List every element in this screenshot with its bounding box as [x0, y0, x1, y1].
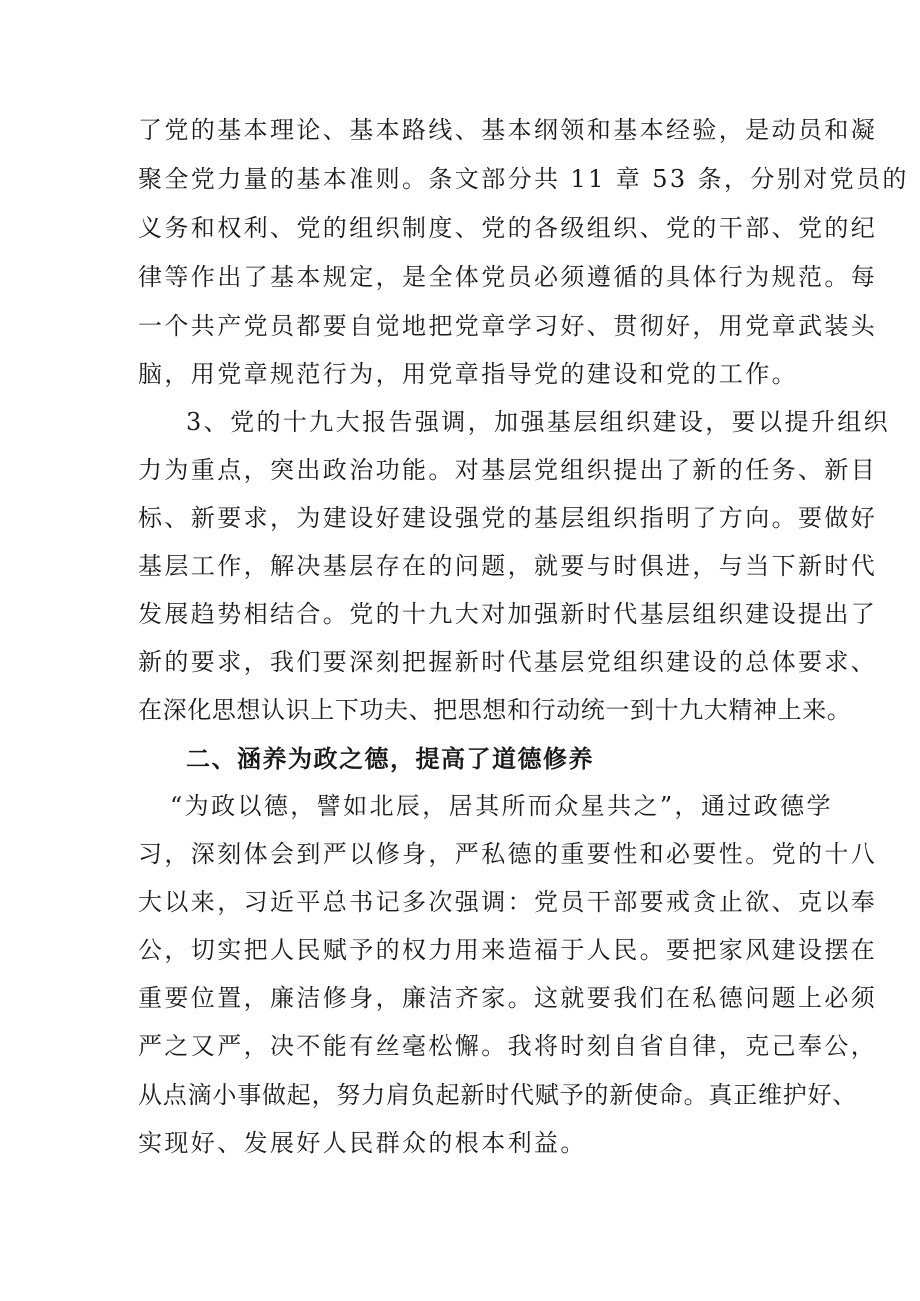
paragraph-3-line-8: 实现好、发展好人民群众的根本利益。 — [138, 1129, 587, 1157]
paragraph-3-line-7: 从点滴小事做起，努力肩负起新时代赋予的新使命。真正维护好、 — [138, 1081, 858, 1109]
paragraph-1-line-3: 义务和权利、党的组织制度、党的各级组织、党的干部、党的纪 — [138, 214, 878, 242]
paragraph-1-line-5: 一个共产党员都要自觉地把党章学习好、贯彻好，用党章武装头 — [138, 312, 878, 340]
paragraph-3-line-2: 习，深刻体会到严以修身，严私德的重要性和必要性。党的十八 — [138, 840, 878, 868]
paragraph-3-line-3: 大以来，习近平总书记多次强调：党员干部要戒贪止欲、克以奉 — [138, 888, 878, 916]
paragraph-2-line-2: 力为重点，突出政治功能。对基层党组织提出了新的任务、新目 — [138, 456, 878, 484]
paragraph-2-line-5: 发展趋势相结合。党的十九大对加强新时代基层组织建设提出了 — [138, 600, 878, 628]
paragraph-2-line-6: 新的要求，我们要深刻把握新时代基层党组织建设的总体要求、 — [138, 648, 878, 676]
section-heading: 二、涵养为政之德，提高了道德修养 — [186, 745, 594, 773]
paragraph-1-line-6: 脑，用党章规范行为，用党章指导党的建设和党的工作。 — [138, 360, 798, 388]
paragraph-1-line-2: 聚全党力量的基本准则。条文部分共 11 章 53 条，分别对党员的 — [138, 165, 909, 193]
paragraph-2-line-7: 在深化思想认识上下功夫、把思想和行动统一到十九大精神上来。 — [138, 696, 852, 724]
paragraph-2-line-3: 标、新要求，为建设好建设强党的基层组织指明了方向。要做好 — [138, 504, 878, 532]
paragraph-2-line-4: 基层工作，解决基层存在的问题，就要与时俱进，与当下新时代 — [138, 552, 878, 580]
paragraph-3-line-1: “为政以德，譬如北辰，居其所而众星共之”，通过政德学 — [170, 792, 833, 820]
paragraph-2-line-1: 3、党的十九大报告强调，加强基层组织建设，要以提升组织 — [186, 408, 891, 436]
paragraph-3-line-4: 公，切实把人民赋予的权力用来造福于人民。要把家风建设摆在 — [138, 936, 878, 964]
paragraph-1-line-1: 了党的基本理论、基本路线、基本纲领和基本经验，是动员和凝 — [138, 116, 878, 144]
paragraph-1-line-4: 律等作出了基本规定，是全体党员必须遵循的具体行为规范。每 — [138, 263, 878, 291]
paragraph-3-line-6: 严之又严，决不能有丝毫松懈。我将时刻自省自律，克己奉公， — [138, 1032, 878, 1060]
paragraph-3-line-5: 重要位置，廉洁修身，廉洁齐家。这就要我们在私德问题上必须 — [138, 984, 878, 1012]
